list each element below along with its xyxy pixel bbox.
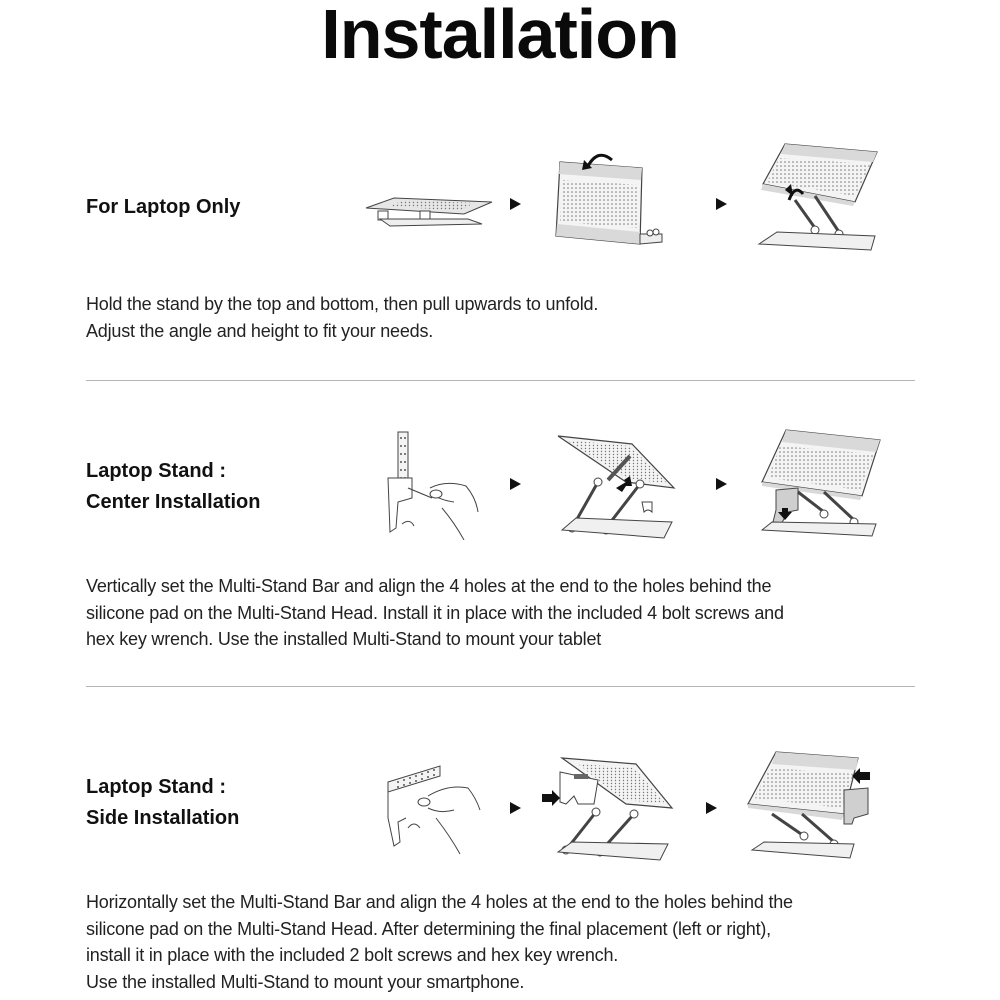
hand-screwing-vertical-bar-illustration xyxy=(382,428,482,540)
folded-stand-illustration xyxy=(364,192,496,228)
attach-bar-center-illustration xyxy=(556,432,678,542)
next-step-arrow-icon xyxy=(510,802,521,814)
section-description-center-installation xyxy=(86,573,926,653)
section-description-laptop-only xyxy=(86,291,926,344)
section-label-line: Center Installation xyxy=(86,491,261,513)
next-step-arrow-icon xyxy=(716,198,727,210)
section-label-laptop-only xyxy=(86,192,240,223)
description-line: Use the installed Multi-Stand to mount your smartphone. xyxy=(86,971,525,992)
next-step-arrow-icon xyxy=(706,802,717,814)
next-step-arrow-icon xyxy=(510,478,521,490)
section-label-line: For Laptop Only xyxy=(86,196,241,218)
section-label-side-installation xyxy=(86,772,239,834)
description-line: Adjust the angle and height to fit your needs. xyxy=(86,320,434,341)
section-divider xyxy=(86,380,915,381)
section-description-side-installation xyxy=(86,889,926,995)
steps-side-installation xyxy=(360,740,900,870)
section-divider xyxy=(86,686,915,687)
section-label-center-installation xyxy=(86,456,260,518)
description-line: Hold the stand by the top and bottom, then pull upwards to unfold. xyxy=(86,294,599,314)
description-line: hex key wrench. Use the installed Multi-Stand to mount your tablet xyxy=(86,629,602,649)
description-line: Vertically set the Multi-Stand Bar and align the 4 holes at the end to the holes behind the xyxy=(86,576,772,596)
page-title: Installation xyxy=(321,0,679,73)
section-label-line: Laptop Stand : xyxy=(86,460,226,482)
section-label-line: Side Installation xyxy=(86,807,240,829)
next-step-arrow-icon xyxy=(716,478,727,490)
steps-laptop-only xyxy=(360,130,900,260)
attach-bar-side-illustration xyxy=(538,752,678,862)
description-line: silicone pad on the Multi-Stand Head. Install it in place with the included 4 bolt screws and xyxy=(86,602,784,623)
steps-center-installation xyxy=(360,420,900,550)
phone-holder-side-illustration xyxy=(746,748,872,860)
raised-stand-illustration xyxy=(755,140,885,252)
tablet-holder-center-illustration xyxy=(758,426,884,538)
description-line: silicone pad on the Multi-Stand Head. After determining the final placement (left or right), xyxy=(86,918,771,939)
description-line: Horizontally set the Multi-Stand Bar and align the 4 holes at the end to the holes behind the xyxy=(86,892,793,912)
unfolding-stand-rotate-arrow-illustration xyxy=(550,138,665,248)
hand-screwing-horizontal-bar-illustration xyxy=(384,758,484,858)
section-label-line: Laptop Stand : xyxy=(86,776,226,798)
description-line: install it in place with the included 2 bolt screws and hex key wrench. xyxy=(86,945,619,965)
next-step-arrow-icon xyxy=(510,198,521,210)
